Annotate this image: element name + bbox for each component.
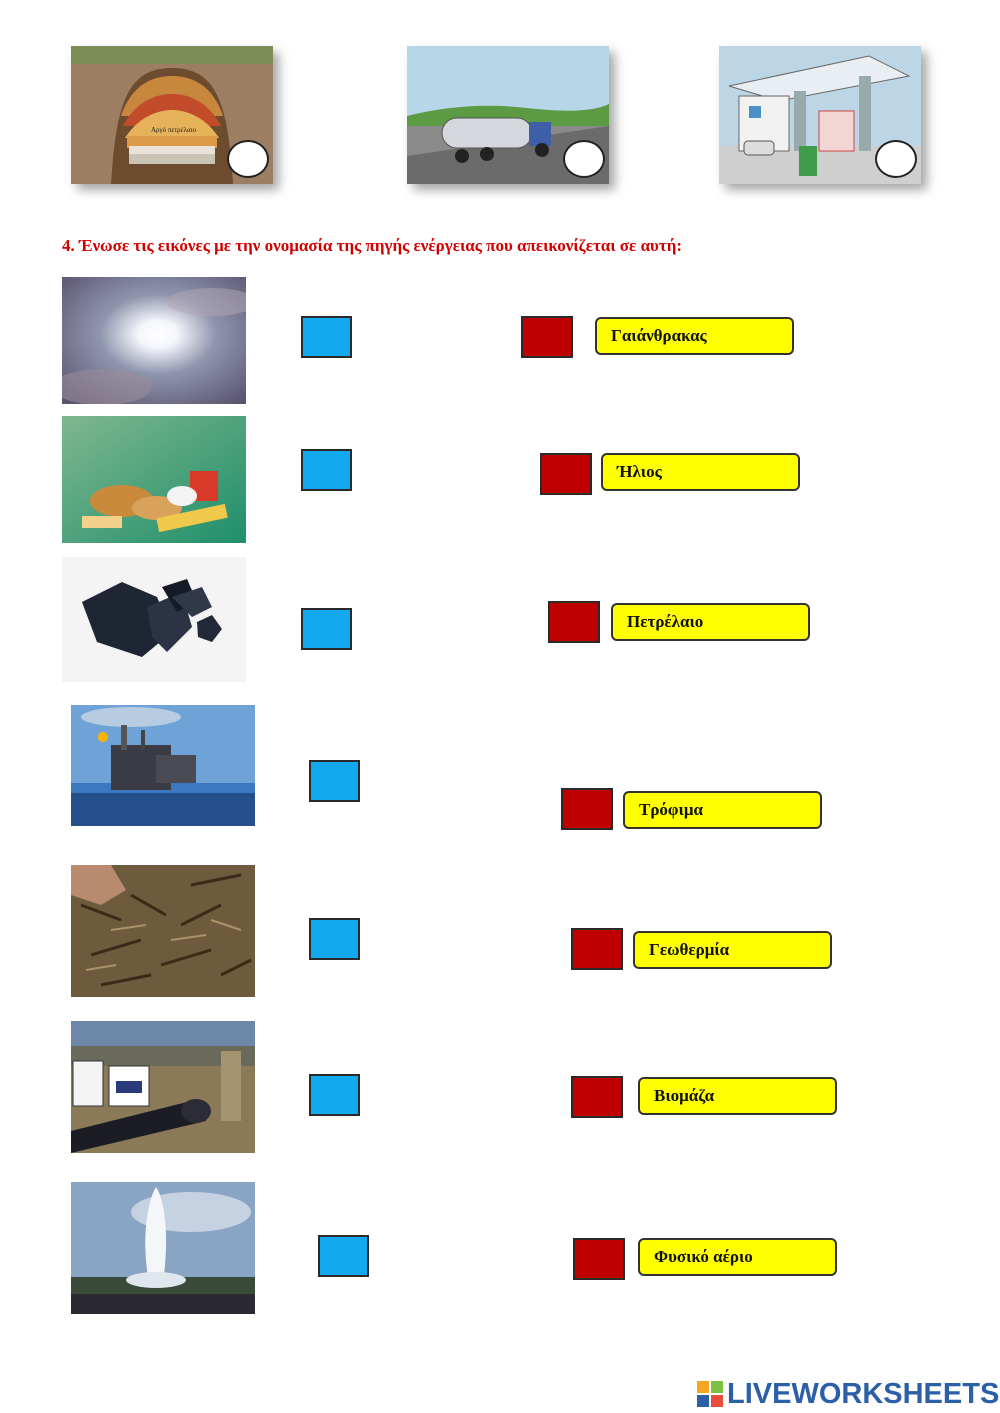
liveworksheets-logo: [697, 1376, 999, 1412]
coal-photo: [62, 557, 246, 682]
energy-label-food: Τρόφιμα: [623, 791, 822, 829]
energy-label-geothermal: Γεωθερμία: [633, 931, 832, 969]
red-connector-4[interactable]: [561, 788, 613, 830]
blue-connector-6[interactable]: [309, 1074, 360, 1116]
blue-connector-3[interactable]: [301, 608, 352, 650]
energy-label-sun: Ήλιος: [601, 453, 800, 491]
red-connector-3[interactable]: [548, 601, 600, 643]
blue-connector-1[interactable]: [301, 316, 352, 358]
oil-platform-photo: [71, 705, 255, 826]
answer-circle-3[interactable]: [875, 140, 917, 178]
liveworksheets-logo-icon: [697, 1381, 723, 1407]
red-connector-1[interactable]: [521, 316, 573, 358]
energy-label-coal: Γαιάνθρακας: [595, 317, 794, 355]
answer-circle-1[interactable]: [227, 140, 269, 178]
oil-deposit-illustration: [71, 46, 273, 184]
brand-name: LIVEWORKSHEETS: [727, 1377, 1000, 1410]
blue-connector-2[interactable]: [301, 449, 352, 491]
red-connector-6[interactable]: [571, 1076, 623, 1118]
gas-station-illustration: [719, 46, 921, 184]
blue-connector-5[interactable]: [309, 918, 360, 960]
red-connector-2[interactable]: [540, 453, 592, 495]
biomass-photo: [71, 865, 255, 997]
tanker-truck-illustration: [407, 46, 609, 184]
energy-label-biomass: Βιομάζα: [638, 1077, 837, 1115]
red-connector-5[interactable]: [571, 928, 623, 970]
answer-circle-2[interactable]: [563, 140, 605, 178]
oil-caption: Αργό πετρέλαιο: [151, 126, 197, 134]
natural-gas-pipeline-photo: [71, 1021, 255, 1153]
blue-connector-4[interactable]: [309, 760, 360, 802]
blue-connector-7[interactable]: [318, 1235, 369, 1277]
sun-photo: [62, 277, 246, 404]
food-photo: [62, 416, 246, 543]
geyser-photo: [71, 1182, 255, 1314]
red-connector-7[interactable]: [573, 1238, 625, 1280]
energy-label-natural-gas: Φυσικό αέριο: [638, 1238, 837, 1276]
exercise-instruction: 4. Ένωσε τις εικόνες με την ονομασία της πηγής ενέργειας που απεικονίζεται σε αυτή:: [62, 236, 683, 255]
energy-label-oil: Πετρέλαιο: [611, 603, 810, 641]
